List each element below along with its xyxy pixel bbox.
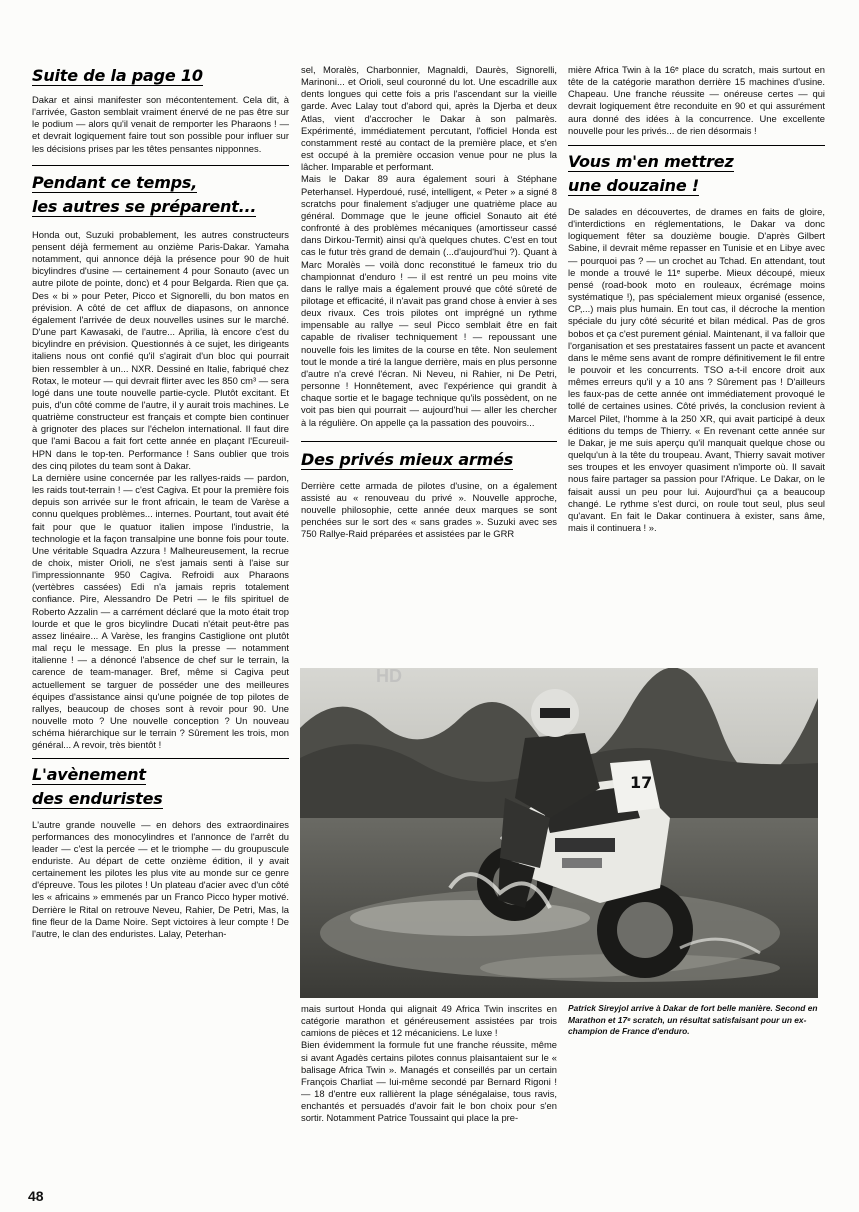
column-2-top [301,64,557,664]
bike-number-plate: 17 [630,773,653,792]
heading-prives-text: Des privés mieux armés [301,449,514,469]
heading-douzaine-line1: Vous m'en mettrez [568,151,734,171]
heading-pendant-line2: les autres se préparent... [32,196,257,216]
paragraph: Honda out, Suzuki probablement, les autres constructeurs pensent déjà fermement au onzième Paris-Dakar. Yamaha notamment, qui annonce déjà la présence pour 90 de huit bicylindres d'usine — certainement 4 pour Sonauto (avec un autre pilote de pointe, donc) et 4 pour Belgarda. Rien que ça. Des « bi » pour Peter, Picco et Signorelli, du bon matos en prévision. A côté de cet afflux de diapasons, on annonce également l'arrivée de deux nouvelles usines sur le marché. D'une part Kawasaki, de l'autre... Aprilia, là encore c'est du bicylindre en prévision. Questionnés à ce sujet, les dirigeants italiens nous ont confié qu'il s'agirait d'un bloc qui pourrait bien ressembler à un... NXR. Dessiné en Italie, fabriqué chez Rotax, le moteur — qui devrait flirter avec les 850 cm³ — sera logé dans une toute nouvelle partie-cycle. Plutôt excitant. Et puis, d'un côté comme de l'autre, il y aurait trois machines. Le quatrième constructeur est français et compte bien continuer à grignoter des places sur l'échelon international. Il faut dire que l'ami Bacou a fait fort cette année en plaçant l'Ecureuil-HPN dans le top-ten. Performance ! Sans oublier que trois des cinq pilotes du team sont à Dakar. [32,228,289,471]
divider [32,758,289,759]
photo-caption-box [568,1003,825,1063]
paragraph: De salades en découvertes, de drames en faits de gloire, d'interdictions en réglementations, le Dakar va donc logiquement fêter sa douzième bougie. D'après Gilbert Sabine, il devrait même repasser en Tunisie et en Libye avec — pourquoi pas ? — un crochet au Tchad. En attendant, tout le monde a trouvé le 11ᵉ superbe. Mieux découpé, mieux pensé (road-book moto en rouleaux, écrémage moins systématique !), pas spécialement mieux organisé (essence, CP,...) mais plus humain. En tout cas, il décroche la mention spéciale du jury côté sécurité et bilan médical. Pas de gros bobos et ça c'est purement génial. Maintenant, il va falloir que l'organisation et ses prestataires fassent un pacte et avancent dans le même sens avant de rompre définitivement le fil entre le pouvoir et les concurrents. TSO a-t-il encore droit aux mêmes erreurs qu'il y a 10 ans ? Sûrement pas ! D'ailleurs les faux-pas de cette année ont immédiatement provoqué le tollé de certaines usines. Côté privés, la conclusion revient à Marcel Pilet, l'homme à la 250 XR, qui avait participé à deux éditions du temps de Thierry. « En revenant cette année sur le Dakar, je me suis aperçu qu'il manquait quelque chose ou quelqu'un à la tête du troupeau. Avant, Thierry savait motiver ses troupes et les envoyer quasiment n'importe où. Il savait nous faire partager sa passion pour l'Afrique. Le Dakar, on le faisait aussi un peu pour lui. Aujourd'hui ça a beaucoup changé. Le rythme s'est durci, on roule tout seul, plus seul qu'avant. En fait le Dakar continuera à exister, sans âme, mais il continuera ! ». [568,205,825,533]
heading-avenement-line2: des enduristes [32,788,163,808]
heading-avenement [32,763,289,811]
paragraph: La dernière usine concernée par les rallyes-raids — pardon, les raids tout-terrain ! — c'est Cagiva. Et pour la première fois depuis son arrivée sur le front africain, le team de Varèse a connu quelques problèmes... internes. Pourtant, tout avait été fait pour que le quatuor italien impose l'industrie, la technologie et la façon transalpine une bonne fois pour toute. Une véritable Squadra Azzura ! Malheureusement, la recrue de choix, mister Orioli, ne s'est jamais senti à l'aise sur l'impressionnante 950 Cagiva. Refroidi aux Pharaons (vertèbres cassées) Edi n'a jamais repris totalement confiance. Pire, Alessandro De Petri — le fils spirituel de Roberto Azzalin — a carrément déclaré que la moto était trop lourde et que le gros bicylindre Ducati n'était peut-être pas assez linéaire... A Varèse, les frangins Castiglione ont plutôt mal reçu le message. En plus la presse — notamment italienne ! — a dénoncé l'absence de chef sur le terrain, la carence de team-manager. Bref, même si Cagiva peut actuellement se targuer de posséder une des meilleures équipes d'assistance ainsi qu'une poignée de top pilotes de rallyes, beaucoup de choses sont à revoir pour 90. Une nouvelle moto ? Une nouvelle conception ? Un nouveau schéma hiérarchique sur le terrain ? Sûrement les trois, mon général... A revoir, très bientôt ! [32,471,289,751]
paragraph: Derrière cette armada de pilotes d'usine, on a également assisté au « renouveau du privé ». Nouvelle approche, nouvelle philosophie, cette année deux marques se sont penchées sur le sort des « sans grades ». Suzuki avec ses 750 Rallye-Raid préparées et assistées par le GRR [301,479,557,540]
paragraph: L'autre grande nouvelle — en dehors des extraordinaires performances des monocylindres et l'annonce de l'arrêt du leader — c'est la percée — et le triomphe — du groupuscule enduriste. Au départ de cette onzième édition, il y avait certainement les pilotes les plus vite au monde sur ce genre d'épreuve. Tous les pilotes ! Un plateau d'acier avec d'un côté les « africains » emmenés par un Franco Picco hyper motivé. Derrière le Rital on retrouve Neveu, Rahier, De Petri, Mas, la fine fleur de la Dame Noire. Sept victoires à leur compte ! De l'autre, le clan des enduristes. Lalay, Peterhan- [32,818,289,939]
watermark: HD [376,666,402,686]
rally-motorcycle-illustration [300,668,818,998]
paragraph: mière Africa Twin à la 16ᵉ place du scratch, mais surtout en tête de la catégorie marathon derrière 15 machines d'usine. Chapeau. Une franche réussite — onéreuse certes — qui devrait logiquement être reconduite en 90 et qui assurément aura donné des idées à la concurrence. Une excellente nouvelle pour les privés... de rien désormais ! [568,64,825,136]
rally-photo [300,668,818,998]
page-number: 48 [28,1188,44,1204]
heading-pendant [32,171,289,219]
paragraph: Mais le Dakar 89 aura également souri à Stéphane Peterhansel. Hyperdoué, rusé, intelligent, « Peter » a signé 8 scratchs pour finalement s'adjuger une quatrième place au général. Dommage que le jeune officiel Sonauto ait été confronté à des problèmes mécaniques (amortisseur cassé dans Dirkou-Termit) ainsi qu'à quelques chutes. C'est en tout cas le futur très grand de demain (...d'aujourd'hui ?). Quant à Marc Moralès — voilà donc reconstitué le fameux trio du championnat d'enduro ! — il est rentré un peu moins vite dans le rallye mais a également prouvé que côté sûreté de pilotage et efficacité, il n'avait pas grand chose à envier à ses deux rivaux. Ces trois pilotes ont imprégné un rythme impensable au rallye — seul Picco semblait être en fait capable de rivaliser techniquement ! — repoussant une nouvelle fois les limites de la course en tête. Non seulement tout le monde a tiré la langue derrière, mais en plus personne d'autre n'a crevé l'écran. Ni Neveu, ni Rahier, ni De Petri, personne ! Honnêtement, avec l'expérience qui grandit à chaque sortie et le bagage technique qu'ils possèdent, on ne voit pas bien qui pourrait — aujourd'hui — aller les chercher à la régulière. On appelle ça la passation des pouvoirs... [301,173,557,428]
heading-douzaine-line2: une douzaine ! [568,175,699,195]
divider [301,441,557,442]
paragraph: sel, Moralès, Charbonnier, Magnaldi, Daurès, Signorelli, Marinoni... et Orioli, seul couronné du lot. Une escadrille aux dents longues qui cette fois a pris l'ascendant sur la vieille garde. Avec Lalay tout d'abord qui, après la Djerba et deux Atlas, vient d'accrocher le Dakar à son palmarès. Expérimenté, immédiatement percutant, l'officiel Honda est constamment resté au contact de la première place, et s'en est occupé à la première occasion venue pour ne plus la lâcher. Imparable et performant. [301,64,557,173]
paragraph: mais surtout Honda qui alignait 49 Africa Twin inscrites en catégorie marathon et généreusement assistées par trois camions de pièces et 12 mécaniciens. Le luxe ! [301,1003,557,1039]
divider [568,145,825,146]
column-1 [32,64,289,1184]
heading-prives [301,448,557,472]
photo-caption: Patrick Sireyjol arrive à Dakar de fort belle manière. Second en Marathon et 17ᵉ scratch, un résultat satisfaisant pour un ex-champion de France d'enduro. [568,1003,818,1036]
paragraph: Dakar et ainsi manifester son mécontentement. Cela dit, à l'arrivée, Gaston semblait vraiment énervé de ne pas être sur le podium — alors qu'il venait de remporter les Pharaons ! — et devrait logiquement faire tout son possible pour influer sur les décisions prises par les têtes pensantes nipponnes. [32,94,289,154]
paragraph: Bien évidemment la formule fut une franche réussite, même si avant Agadès certains pilotes connus plaisantaient sur le « balisage Africa Twin ». Managés et conseillés par un certain François Charliat — lui-même secondé par Bernard Rigoni ! — 18 d'entre eux rallièrent la plage sénégalaise, tous ravis, enchantés et persuadés d'avoir fait le bon choix pour s'en sortir. Notamment Patrice Toussaint qui place la pre- [301,1039,557,1124]
heading-pendant-line1: Pendant ce temps, [32,172,198,192]
heading-avenement-line1: L'avènement [32,764,146,784]
heading-suite [32,64,289,88]
column-2-bottom [301,1003,557,1183]
column-3-top [568,64,825,664]
heading-suite-text: Suite de la page 10 [32,66,203,85]
divider [32,165,289,166]
heading-douzaine [568,150,825,198]
